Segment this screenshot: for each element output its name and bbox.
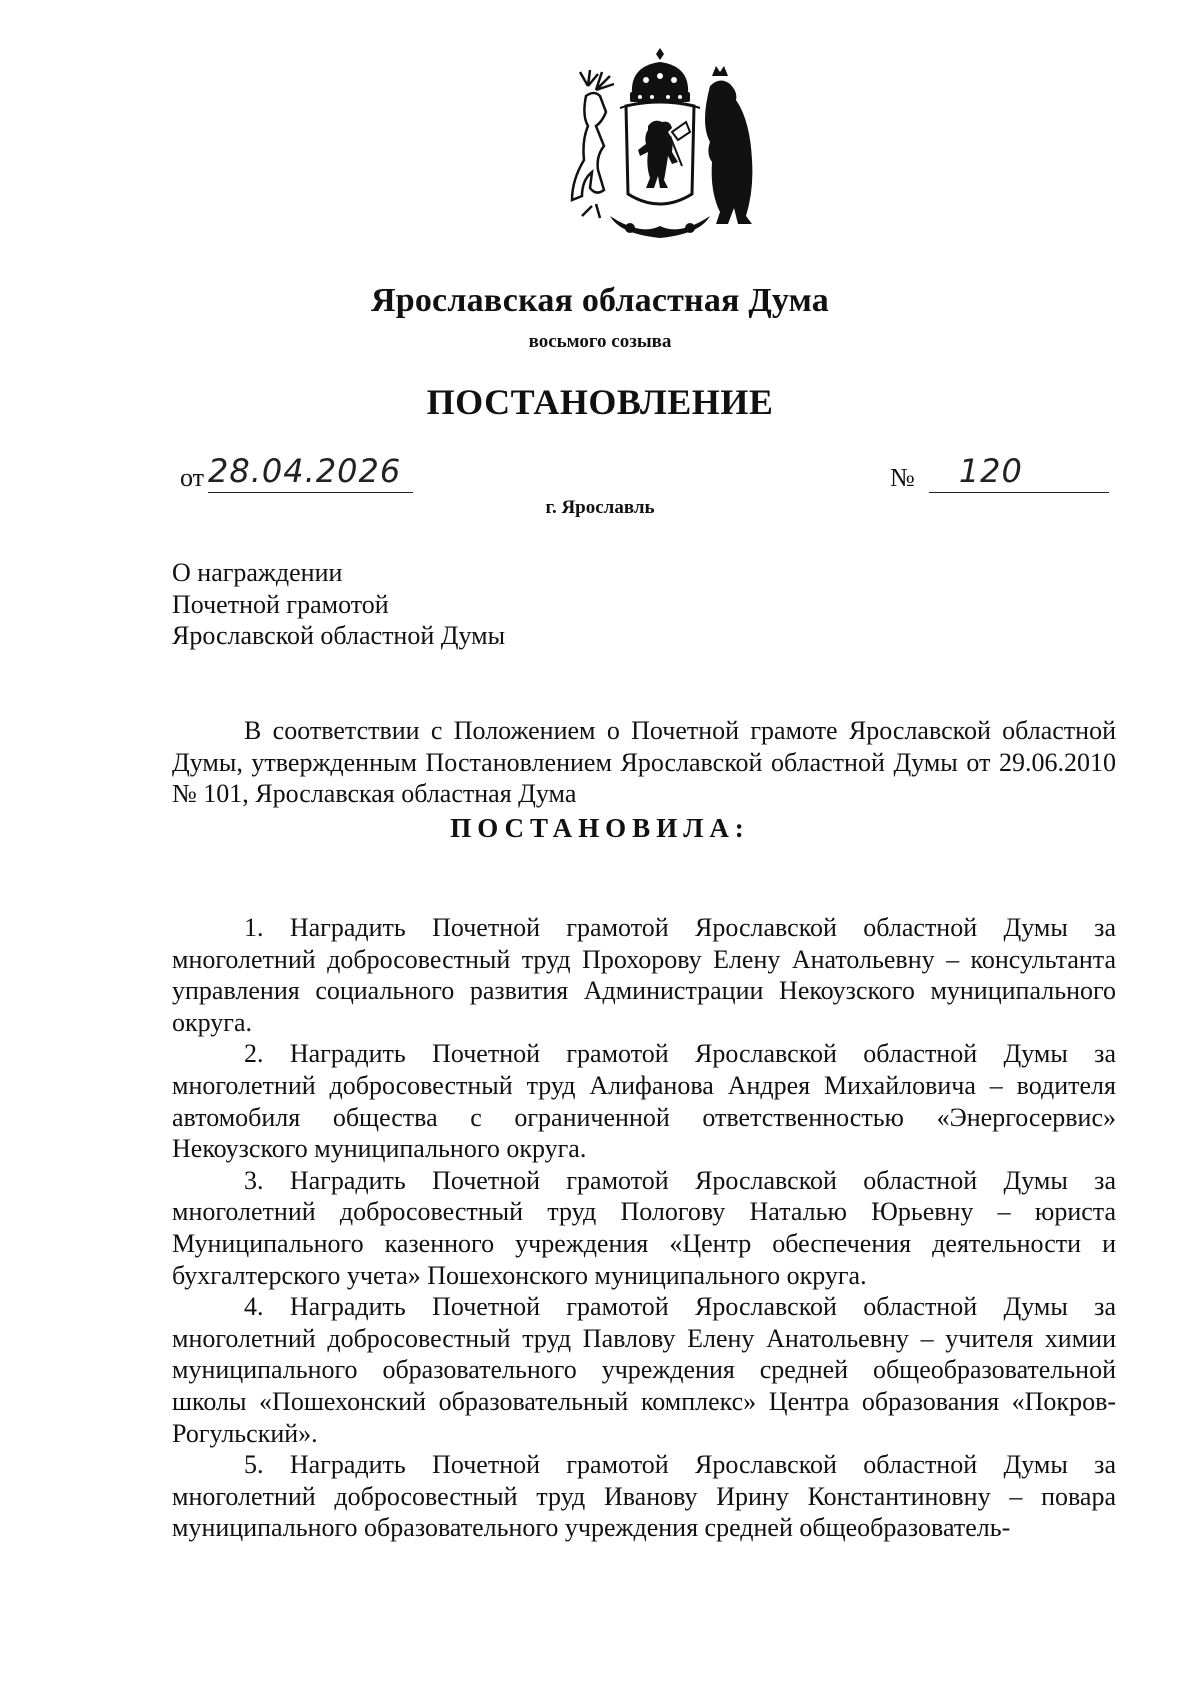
date-prefix: от — [180, 463, 205, 492]
preamble-paragraph: В соответствии с Положением о Почетной грамоте Ярославской областной Думы, утвержденным Постановлением Ярославской областной Думы от 29.06.2010 № 101, Ярославская областная Дума — [172, 716, 1116, 809]
subject-line: Ярославской областной Думы — [172, 621, 506, 650]
resolution-item: 3. Наградить Почетной грамотой Ярославской областной Думы за многолетний добросовестный труд Пологову Наталью Юрьевну – юриста Муниципального казенного учреждения «Центр обеспечения деятельности и бухгалтерского учета» Пошехонского муниципального округа. — [172, 1165, 1116, 1290]
date-field — [208, 452, 413, 493]
resolution-item: 4. Наградить Почетной грамотой Ярославской областной Думы за многолетний добросовестный труд Павлову Елену Анатольевну – учителя химии муниципального образовательного учреждения средней общеобразовательной школы «Пошехонский образовательный комплекс» Центра образования «Покров-Рогульский». — [172, 1292, 1116, 1448]
resolution-heading: ПОСТАНОВИЛА: — [450, 813, 750, 843]
number-field — [929, 452, 1109, 493]
number-prefix: № — [890, 463, 915, 492]
document-number — [890, 452, 1109, 493]
resolution-items — [172, 912, 1116, 1544]
handwritten-number: 120 — [958, 452, 1023, 490]
organization-title: Ярославская областная Дума — [370, 282, 830, 319]
coat-of-arms-emblem — [560, 46, 760, 241]
resolution-item: 2. Наградить Почетной грамотой Ярославской областной Думы за многолетний добросовестный труд Алифанова Андрея Михайловича – водителя автомобиля общества с ограниченной ответственностью «Энергосервис» Некоузского муниципального округа. — [172, 1039, 1116, 1164]
handwritten-date: 28.04.2026 — [208, 452, 402, 490]
subject-line: Почетной грамотой — [172, 589, 389, 619]
convocation-label: восьмого созыва — [528, 331, 672, 352]
city-label: г. Ярославль — [545, 497, 655, 518]
document-type-title: ПОСТАНОВЛЕНИЕ — [426, 382, 774, 422]
resolution-item: 1. Наградить Почетной грамотой Ярославской областной Думы за многолетний добросовестный труд Прохорову Елену Анатольевну – консультанта управления социального развития Администрации Некоузского муниципального округа. — [172, 913, 1116, 1037]
document-subject — [172, 557, 505, 652]
resolution-item: 5. Наградить Почетной грамотой Ярославской областной Думы за многолетний добросовестный труд Иванову Ирину Константиновну – повара муниципального образовательного учреждения средней общеобразователь- — [172, 1450, 1116, 1543]
document-date — [180, 452, 413, 493]
subject-line: О награждении — [172, 558, 343, 587]
preamble — [172, 715, 1116, 810]
